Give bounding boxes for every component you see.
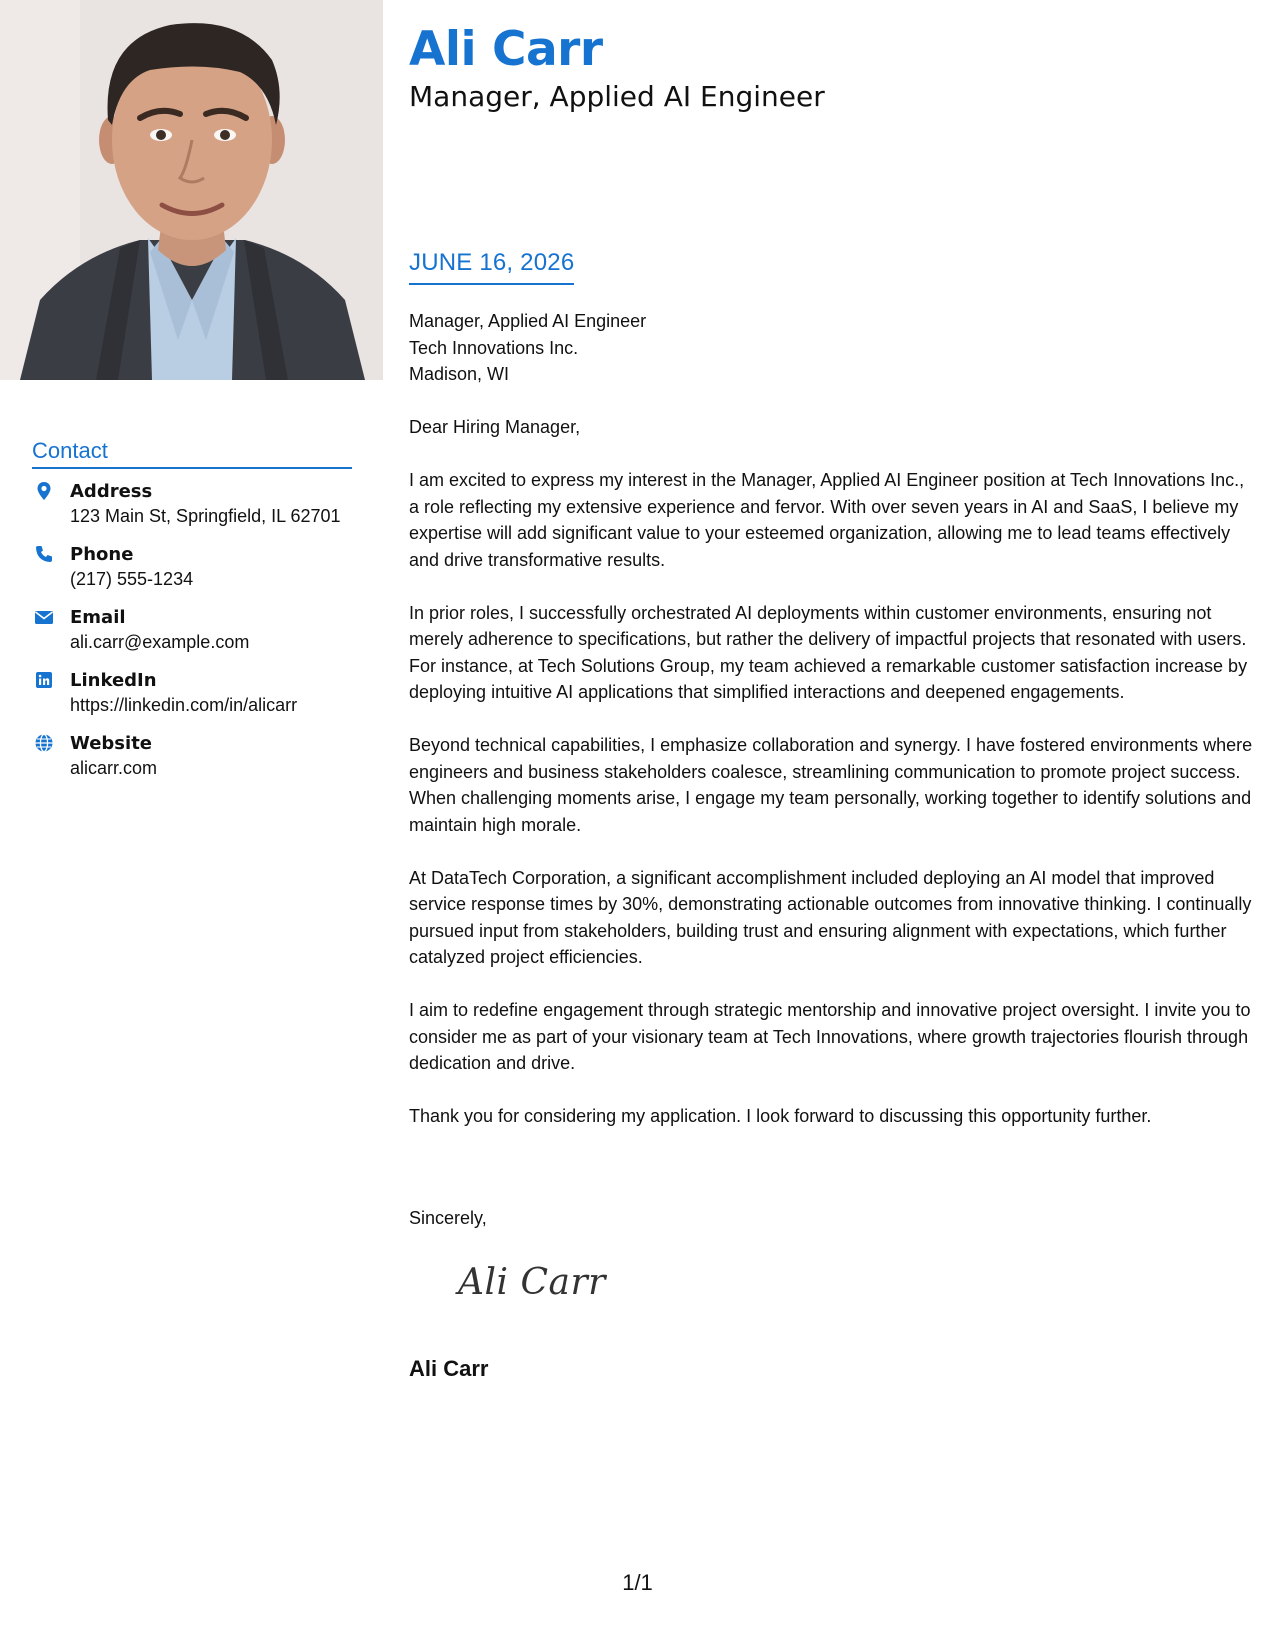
contact-label: Address: [70, 481, 153, 502]
contact-item-website: [32, 731, 352, 781]
letter-paragraph: In prior roles, I successfully orchestrated AI deployments within customer environments, ensuring not merely adherence to specifications, but rather the delivery of impactful projects that resonated with users. For instance, at Tech Solutions Group, my team achieved a remarkable customer satisfaction increase by deploying intuitive AI applications that simplified interactions and deepened engagements.: [409, 602, 1248, 702]
letter-paragraph: Thank you for considering my application. I look forward to discussing this opportunity further.: [409, 1106, 1152, 1126]
signer-name: Ali Carr: [409, 1356, 489, 1381]
linkedin-icon: [34, 670, 54, 690]
contact-label: Website: [70, 733, 153, 754]
contact-value: (217) 555-1234: [70, 569, 194, 589]
candidate-name: Ali Carr: [409, 22, 603, 77]
contact-value[interactable]: https://linkedin.com/in/alicarr: [70, 695, 298, 715]
contact-item-linkedin: [32, 668, 352, 718]
recipient-line: Manager, Applied AI Engineer: [409, 311, 647, 331]
letter-paragraph: I am excited to express my interest in the Manager, Applied AI Engineer position at Tech Innovations Inc., a role reflecting my extensive experience and fervor. With over seven years in AI and SaaS, I believe my expertise will add significant value to your esteemed organization, allowing me to lead teams effectively and drive transformative results.: [409, 470, 1245, 570]
letter-paragraph: I aim to redefine engagement through strategic mentorship and innovative project oversight. I invite you to consider me as part of your visionary team at Tech Innovations, where growth trajectories flourish through dedication and drive.: [409, 1000, 1251, 1073]
contact-label: Phone: [70, 544, 134, 565]
profile-photo: [0, 0, 383, 380]
contact-label: Email: [70, 607, 126, 628]
salutation: Dear Hiring Manager,: [409, 417, 581, 437]
contact-item-email: [32, 605, 352, 655]
contact-item-address: [32, 479, 352, 529]
contact-value[interactable]: alicarr.com: [70, 758, 158, 778]
handwritten-signature: Ali Carr: [458, 1262, 606, 1303]
letter-body: [409, 414, 1259, 1156]
phone-icon: [34, 544, 54, 564]
letter-paragraph: At DataTech Corporation, a significant accomplishment included deploying an AI model that improved service response times by 30%, demonstrating actionable outcomes from innovative thinking. I continually pursued input from stakeholders, building trust and ensuring alignment with expectations, which further catalyzed project efficiencies.: [409, 867, 1252, 967]
candidate-title: Manager, Applied AI Engineer: [409, 80, 825, 113]
page-indicator: 1/1: [622, 1570, 653, 1595]
map-pin-icon: [34, 481, 54, 501]
contact-value: 123 Main St, Springfield, IL 62701: [70, 506, 341, 526]
globe-icon: [34, 733, 54, 753]
contact-heading: Contact: [32, 438, 352, 469]
letter-date: JUNE 16, 2026: [409, 249, 574, 285]
recipient-line: Tech Innovations Inc.: [409, 337, 579, 358]
recipient-block: [409, 308, 646, 388]
letter-paragraph: Beyond technical capabilities, I emphasize collaboration and synergy. I have fostered environments where engineers and business stakeholders coalesce, streamlining communication to promote project success. When challenging moments arise, I engage my team personally, working together to identify solutions and maintain high morale.: [409, 735, 1253, 835]
envelope-icon: [34, 607, 54, 627]
recipient-line: Madison, WI: [409, 364, 510, 384]
header: [409, 22, 825, 114]
closing: Sincerely,: [409, 1208, 487, 1228]
contact-value[interactable]: ali.carr@example.com: [70, 632, 250, 652]
contact-item-phone: [32, 542, 352, 592]
contact-section: [32, 438, 352, 794]
contact-label: LinkedIn: [70, 670, 157, 691]
